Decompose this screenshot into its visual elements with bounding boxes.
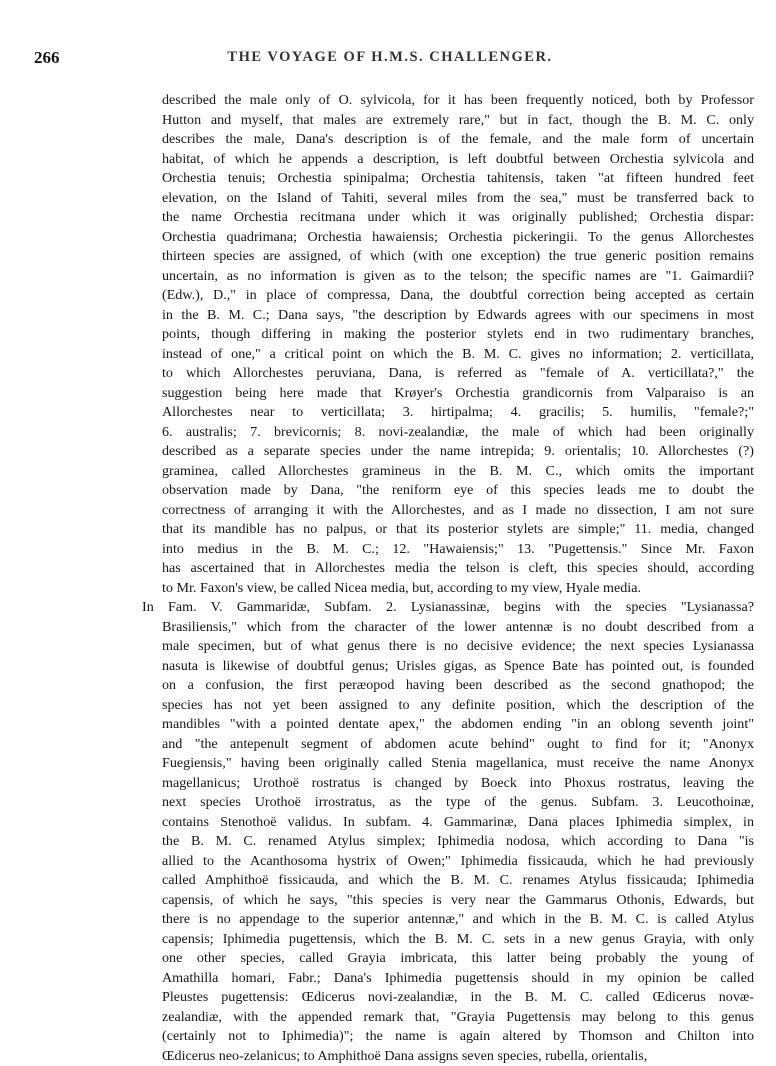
text-line: male specimen, but of what genus there is no decisive evidence; the next species Lysianassa — [162, 637, 754, 657]
text-line: species has not yet been assigned to any definite position, which the description of the — [162, 696, 754, 716]
text-line: that its mandible has no palpus, or that its posterior stylets are simple;" 11. media, changed — [162, 520, 754, 540]
text-line: contains Stenothoë validus. In subfam. 4. Gammarinæ, Dana places Iphimedia simplex, in — [162, 813, 754, 833]
text-line: observation made by Dana, "the reniform eye of this species leads me to doubt the — [162, 481, 754, 501]
text-line: called Amphithoë fissicauda, and which the B. M. C. renames Atylus fissicauda; Iphimedia — [162, 871, 754, 891]
page-header — [34, 48, 746, 70]
text-line: zealandiæ, with the appended remark that, "Grayia Pugettensis may belong to this genus — [162, 1008, 754, 1028]
text-line: capensis; Iphimedia pugettensis, which the B. M. C. sets in a new genus Grayia, with only — [162, 930, 754, 950]
text-line: instead of one," a critical point on which the B. M. C. gives no information; 2. verticillata, — [162, 345, 754, 365]
text-line: described as a separate species under the name intrepida; 9. orientalis; 10. Allorchestes (?) — [162, 442, 754, 462]
text-line: Pleustes pugettensis: Œdicerus novi-zealandiæ, in the B. M. C. called Œdicerus novæ- — [162, 988, 754, 1008]
text-line: Brasiliensis," which from the character of the lower antennæ is no doubt described from a — [162, 618, 754, 638]
text-line: describes the male, Dana's description is of the female, and the male form of uncertain — [162, 130, 754, 150]
text-line: in the B. M. C.; Dana says, "the description by Edwards agrees with our specimens in most — [162, 306, 754, 326]
text-line: capensis, of which he says, "this species is very near the Gammarus Othonis, Edwards, but — [162, 891, 754, 911]
text-line: to which Allorchestes peruviana, Dana, is referred as "female of A. verticillata?," the — [162, 364, 754, 384]
text-line: correctness of arranging it with the Allorchestes, and as I made no dissection, I am not sure — [162, 501, 754, 521]
text-line: mandibles "with a pointed dentate apex," the abdomen ending "in an oblong seventh joint" — [162, 715, 754, 735]
text-line: described the male only of O. sylvicola, for it has been frequently noticed, both by Professor — [162, 91, 754, 111]
text-line: In Fam. V. Gammaridæ, Subfam. 2. Lysianassinæ, begins with the species "Lysianassa? — [142, 598, 754, 618]
text-line: habitat, of which he appends a description, is left doubtful between Orchestia sylvicola and — [162, 150, 754, 170]
text-line: uncertain, as no information is given as to the telson; the specific names are "1. Gaimardii? — [162, 267, 754, 287]
text-line: next species Urothoë irrostratus, as the type of the genus. Subfam. 3. Leucothoinæ, — [162, 793, 754, 813]
text-line: nasuta is likewise of doubtful genus; Urisles gigas, as Spence Bate has pointed out, is founded — [162, 657, 754, 677]
text-line: thirteen species are assigned, of which (with one exception) the true generic position remains — [162, 247, 754, 267]
page-number: 266 — [34, 48, 60, 68]
text-line: Orchestia tenuis; Orchestia spinipalma; Orchestia tahitensis, taken "at fifteen hundred feet — [162, 169, 754, 189]
body-text — [162, 91, 754, 1066]
text-line: to Mr. Faxon's view, be called Nicea media, but, according to my view, Hyale media. — [162, 579, 754, 599]
text-line: Œdicerus neo-zelanicus; to Amphithoë Dana assigns seven species, rubella, orientalis, — [162, 1047, 754, 1066]
text-line: magellanicus; Urothoë rostratus is changed by Boeck into Phoxus rostratus, leaving the — [162, 774, 754, 794]
text-line: Fuegiensis," having been originally called Stenia magellanica, must receive the name Anonyx — [162, 754, 754, 774]
text-line: the name Orchestia recitmana under which it was originally published; Orchestia dispar: — [162, 208, 754, 228]
text-line: elevation, on the Island of Tahiti, several miles from the sea," must be transferred back to — [162, 189, 754, 209]
text-line: (certainly not to Iphimedia)"; the name is again altered by Thomson and Chilton into — [162, 1027, 754, 1047]
text-line: one other species, called Grayia imbricata, this latter being probably the young of — [162, 949, 754, 969]
text-line: (Edw.), D.," in place of compressa, Dana, the doubtful correction being accepted as certain — [162, 286, 754, 306]
text-line: Amathilla homari, Fabr.; Dana's Iphimedia pugettensis should in my opinion be called — [162, 969, 754, 989]
text-line: there is no appendage to the superior antennæ," and which in the B. M. C. is called Atylus — [162, 910, 754, 930]
text-line: Orchestia quadrimana; Orchestia hawaiensis; Orchestia pickeringii. To the genus Allorchestes — [162, 228, 754, 248]
text-line: allied to the Acanthosoma hystrix of Owen;" Iphimedia fissicauda, which he had previously — [162, 852, 754, 872]
text-line: into medius in the B. M. C.; 12. "Hawaiensis;" 13. "Pugettensis." Since Mr. Faxon — [162, 540, 754, 560]
text-line: points, though differing in making the posterior stylets end in two rudimentary branches, — [162, 325, 754, 345]
text-line: on a confusion, the first peræopod having been described as the second gnathopod; the — [162, 676, 754, 696]
running-title: THE VOYAGE OF H.M.S. CHALLENGER. — [34, 49, 746, 66]
text-line: Allorchestes near to verticillata; 3. hirtipalma; 4. gracilis; 5. humilis, "female?;" — [162, 403, 754, 423]
text-line: and "the antepenult segment of abdomen acute behind" ought to find for it; "Anonyx — [162, 735, 754, 755]
text-line: 6. australis; 7. brevicornis; 8. novi-zealandiæ, the male of which had been originally — [162, 423, 754, 443]
text-line: has ascertained that in Allorchestes media the telson is cleft, this species should, according — [162, 559, 754, 579]
text-line: Hutton and myself, that males are extremely rare," but in fact, though the B. M. C. only — [162, 111, 754, 131]
text-line: suggestion being here made that Krøyer's Orchestia grandicornis from Valparaiso is an — [162, 384, 754, 404]
text-line: the B. M. C. renamed Atylus simplex; Iphimedia nodosa, which according to Dana "is — [162, 832, 754, 852]
text-line: graminea, called Allorchestes gramineus in the B. M. C., which omits the important — [162, 462, 754, 482]
